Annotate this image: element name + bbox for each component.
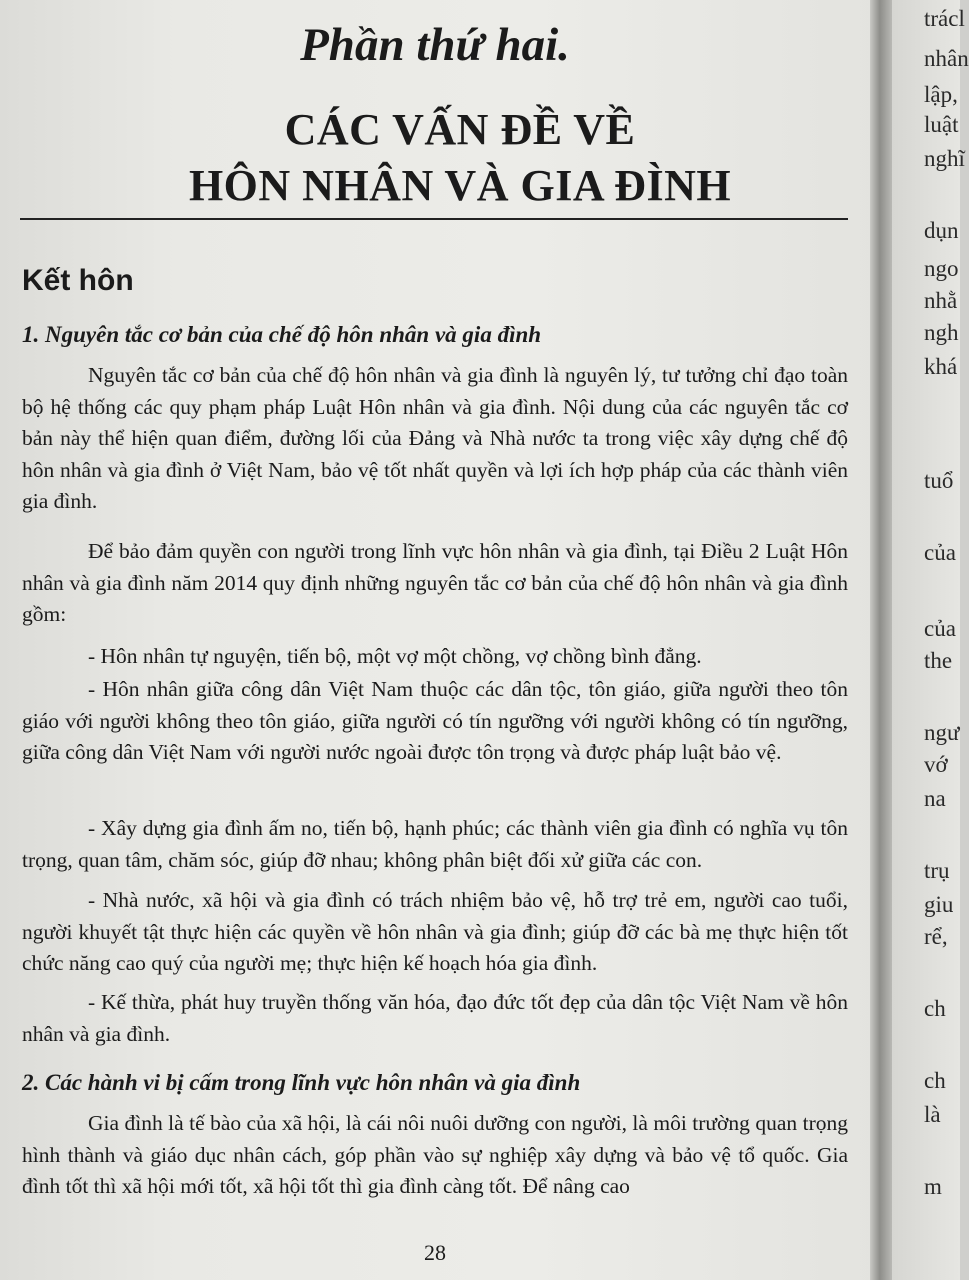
facing-page-fragment: là [924, 1102, 941, 1127]
paragraph-family: Gia đình là tế bào của xã hội, là cái nôi nuôi dưỡng con người, là môi trường quan trọng hình thành và giáo dục nhân cách, góp phần vào sự nghiệp xây dựng và bảo vệ tổ quốc. Gia đình tốt thì xã hội mới tốt, xã hội tốt thì gia đình càng tốt. Để nâng cao [22, 1111, 848, 1198]
facing-page-fragment: khá [924, 354, 958, 379]
facing-page-fragment: m [924, 1174, 942, 1199]
facing-page-fragment: rể, [924, 924, 948, 949]
subsection-heading-1: 1. Nguyên tắc cơ bản của chế độ hôn nhân và gia đình [22, 322, 542, 347]
facing-page-fragment: nhân [924, 46, 969, 71]
facing-page-fragment: nghĩ [924, 146, 965, 171]
book-gutter [870, 0, 892, 1280]
facing-page-fragment: của [924, 616, 956, 641]
facing-page-fragment: lập, [924, 82, 958, 107]
chapter-title-line-1: CÁC VẤN ĐỀ VỀ [284, 105, 636, 154]
paragraph-rights: Để bảo đảm quyền con người trong lĩnh vực hôn nhân và gia đình, tại Điều 2 Luật Hôn nhân và gia đình năm 2014 quy định những nguyên tắc cơ bản của chế độ hôn nhân và gia đình gồm: [22, 539, 848, 626]
facing-page-fragment: của [924, 540, 956, 565]
title-underline [20, 218, 848, 220]
section-heading: Kết hôn [22, 264, 134, 297]
facing-page-fragment: trácl [924, 6, 965, 31]
facing-page-fragment: luật [924, 112, 959, 137]
facing-page-fragment: vớ [924, 752, 948, 777]
facing-page-fragment: trụ [924, 858, 950, 883]
facing-page-fragment: ch [924, 996, 946, 1021]
facing-page-fragment: tuổ [924, 468, 954, 493]
part-title: Phần thứ hai. [300, 19, 570, 71]
chapter-title-line-2: HÔN NHÂN VÀ GIA ĐÌNH [188, 161, 732, 210]
facing-page-fragment: nhằ [924, 288, 958, 313]
facing-page-fragment: ngư [924, 720, 960, 745]
bullet-item: - Xây dựng gia đình ấm no, tiến bộ, hạnh phúc; các thành viên gia đình có nghĩa vụ tôn trọng, quan tâm, chăm sóc, giúp đỡ nhau; không phân biệt đối xử giữa các con. [22, 816, 848, 872]
paragraph-principles: Nguyên tắc cơ bản của chế độ hôn nhân và gia đình là nguyên lý, tư tưởng chỉ đạo toàn bộ hệ thống các quy phạm pháp Luật Hôn nhân và gia đình. Nội dung của các nguyên tắc cơ bản này thể hiện quan điểm, đường lối của Đảng và Nhà nước ta trong việc xây dựng chế độ hôn nhân và gia đình ở Việt Nam, bảo vệ tốt nhất quyền và lợi ích hợp pháp của các thành viên gia đình. [22, 363, 848, 513]
facing-page-fragment: dụn [924, 218, 959, 243]
facing-page-fragment: the [924, 648, 953, 673]
subsection-heading-2: 2. Các hành vi bị cấm trong lĩnh vực hôn nhân và gia đình [22, 1070, 581, 1095]
bullet-item: - Nhà nước, xã hội và gia đình có trách nhiệm bảo vệ, hỗ trợ trẻ em, người cao tuổi, người khuyết tật thực hiện các quyền về hôn nhân và gia đình; giúp đỡ các bà mẹ thực hiện tốt chức năng cao quý của người mẹ; thực hiện kế hoạch hóa gia đình. [22, 888, 848, 975]
facing-page-fragment: na [924, 786, 946, 811]
facing-page-fragment: ngo [924, 256, 959, 281]
facing-page-fragment: ch [924, 1068, 946, 1093]
page-number: 28 [424, 1240, 446, 1265]
bullet-item: - Hôn nhân giữa công dân Việt Nam thuộc các dân tộc, tôn giáo, giữa người theo tôn giáo với người không theo tôn giáo, giữa người có tín ngưỡng với người không có tín ngưỡng, giữa công dân Việt Nam với người nước ngoài được tôn trọng và được pháp luật bảo vệ. [22, 677, 848, 764]
bullet-item: - Hôn nhân tự nguyện, tiến bộ, một vợ một chồng, vợ chồng bình đẳng. [88, 644, 702, 668]
facing-page-edge [892, 0, 969, 1280]
facing-page-fragment: ngh [924, 320, 959, 345]
bullet-item: - Kế thừa, phát huy truyền thống văn hóa, đạo đức tốt đẹp của dân tộc Việt Nam về hôn nhân và gia đình. [22, 990, 848, 1046]
facing-page-fragment: giu [924, 892, 954, 917]
